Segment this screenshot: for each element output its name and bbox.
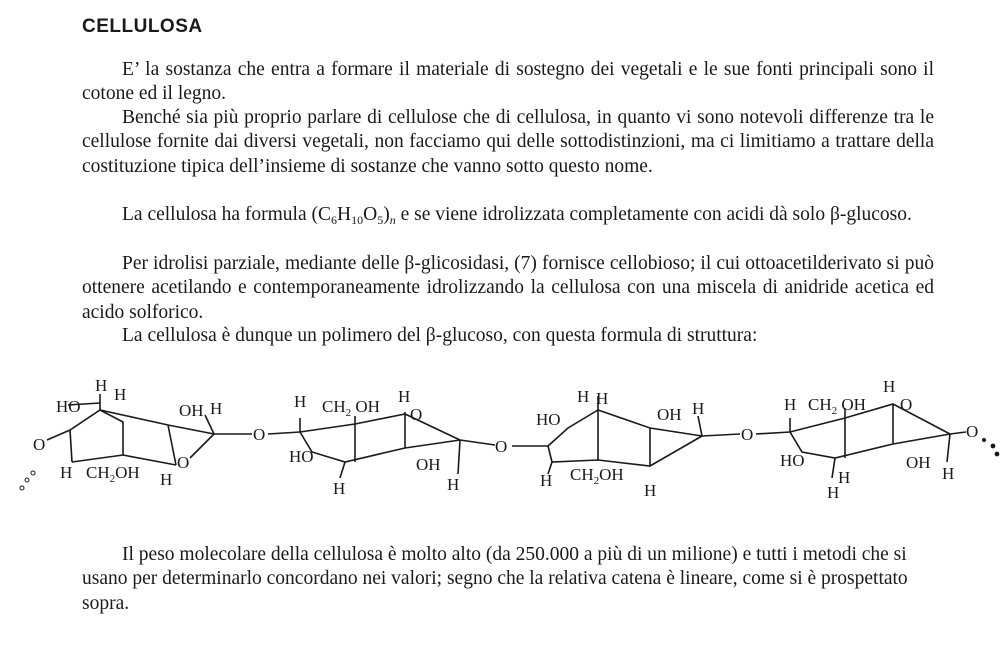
- paragraph-intro: [82, 58, 934, 107]
- ring1-ch2oh: $CH_2OH$: [86, 463, 140, 485]
- formula-subscript: 10: [351, 213, 364, 227]
- glycosidic-o-1: O: [253, 425, 266, 444]
- ring1-o-left: O: [33, 435, 46, 454]
- glycosidic-o-3: O: [741, 425, 754, 444]
- page-title: CELLULOSA: [82, 16, 203, 37]
- ring1-oh: OH: [179, 401, 204, 420]
- glucose-ring-3: [512, 387, 740, 500]
- ring4-oh: OH: [906, 453, 931, 472]
- formula-subscript: 5: [377, 213, 384, 227]
- formula-part: O: [363, 204, 378, 225]
- paragraph-distinctions-text: Benché sia più proprio parlare di cellulose che di cellulosa, in quanto vi sono notevoli differenze tra le cellulose fornite dai diversi vegetali, non facciamo qui delle sottodistinzioni, ma ci limitiamo a trattare della costituzione tipica dell’insieme di sostanze che vanno sotto questo nome.: [82, 107, 934, 177]
- glucose-ring-2: [268, 387, 495, 498]
- formula-part: e se viene idrolizzata completamente con acidi dà solo β-glucoso.: [395, 204, 912, 225]
- ring2-oh: OH: [416, 455, 441, 474]
- ring4-h-top: H: [883, 377, 896, 396]
- ring2-h-bottom: H: [333, 479, 346, 498]
- paragraph-molecular-weight-text: Il peso molecolare della cellulosa è molto alto (da 250.000 a più di un milione) e tutti i metodi che si usano per determinarlo concordano nei valori; segno che la relativa catena è lineare, come si è prospettato sopra.: [82, 544, 908, 614]
- ring2-h-bottom2: H: [447, 475, 460, 494]
- chain-end-o: O: [966, 422, 979, 441]
- paragraph-molecular-weight: [82, 543, 942, 616]
- ring1-h-top: H: [95, 376, 108, 395]
- glucose-ring-1: [33, 376, 252, 489]
- ring3-h-top: H: [577, 387, 590, 406]
- ring2-ho: HO: [289, 447, 314, 466]
- ring3-ch2oh: $CH_2OH$: [570, 465, 624, 487]
- ring1-h-bottom: H: [60, 463, 73, 482]
- paragraph-polymer: [82, 324, 934, 348]
- ring3-h-bottom: H: [540, 471, 553, 490]
- ring4-h-bottom: H: [827, 483, 840, 502]
- formula-part: La cellulosa ha formula (C: [122, 204, 332, 225]
- paragraph-intro-text: E’ la sostanza che entra a formare il materiale di sostegno dei vegetali e le sue fonti principali sono il cotone ed il legno.: [82, 59, 934, 105]
- paragraph-formula: [82, 203, 934, 232]
- ring2-h-left: H: [294, 392, 307, 411]
- formula-part: H: [337, 204, 352, 225]
- ring1-o-ring: O: [177, 453, 190, 472]
- ring2-o-ring: O: [410, 405, 423, 424]
- ring4-o-ring: O: [900, 395, 913, 414]
- ring2-ch2oh: $CH_2$ OH: [322, 397, 380, 419]
- ring3-ho: HO: [536, 410, 561, 429]
- ring4-ch2oh: $CH_2$ OH: [808, 395, 866, 417]
- ring1-h-right: H: [210, 399, 223, 418]
- ring1-h-top2: H: [114, 385, 127, 404]
- paragraph-hydrolysis-text: Per idrolisi parziale, mediante delle β-glicosidasi, (7) fornisce cellobioso; il cui ottoacetilderivato si può ottenere acetilando e contemporaneamente idrolizzando la cellulosa con una miscela di anidride acetica ed acido solforico.: [82, 253, 934, 323]
- ring4-h-left: H: [784, 395, 797, 414]
- ring4-h-mid: H: [838, 468, 851, 487]
- cellulose-structure-diagram: [0, 370, 1007, 510]
- ring2-h-top: H: [398, 387, 411, 406]
- ring1-ho: HO: [56, 397, 81, 416]
- glycosidic-o-2: O: [495, 437, 508, 456]
- formula-subscript: 6: [331, 213, 338, 227]
- ring1-h-bottom2: H: [160, 470, 173, 489]
- ring4-ho: HO: [780, 451, 805, 470]
- ring3-oh: OH: [657, 405, 682, 424]
- ring4-h-bottom2: H: [942, 464, 955, 483]
- formula-subscript: n: [389, 213, 396, 227]
- formula-part: ): [383, 204, 390, 225]
- glucose-ring-4: [756, 377, 978, 502]
- paragraph-polymer-text: La cellulosa è dunque un polimero del β-glucoso, con questa formula di struttura:: [122, 325, 758, 346]
- paragraph-hydrolysis: [82, 252, 934, 325]
- ring3-h-top2: H: [596, 389, 609, 408]
- paragraph-distinctions: [82, 106, 934, 179]
- ring3-h-right: H: [692, 399, 705, 418]
- ring3-h-bottom2: H: [644, 481, 657, 500]
